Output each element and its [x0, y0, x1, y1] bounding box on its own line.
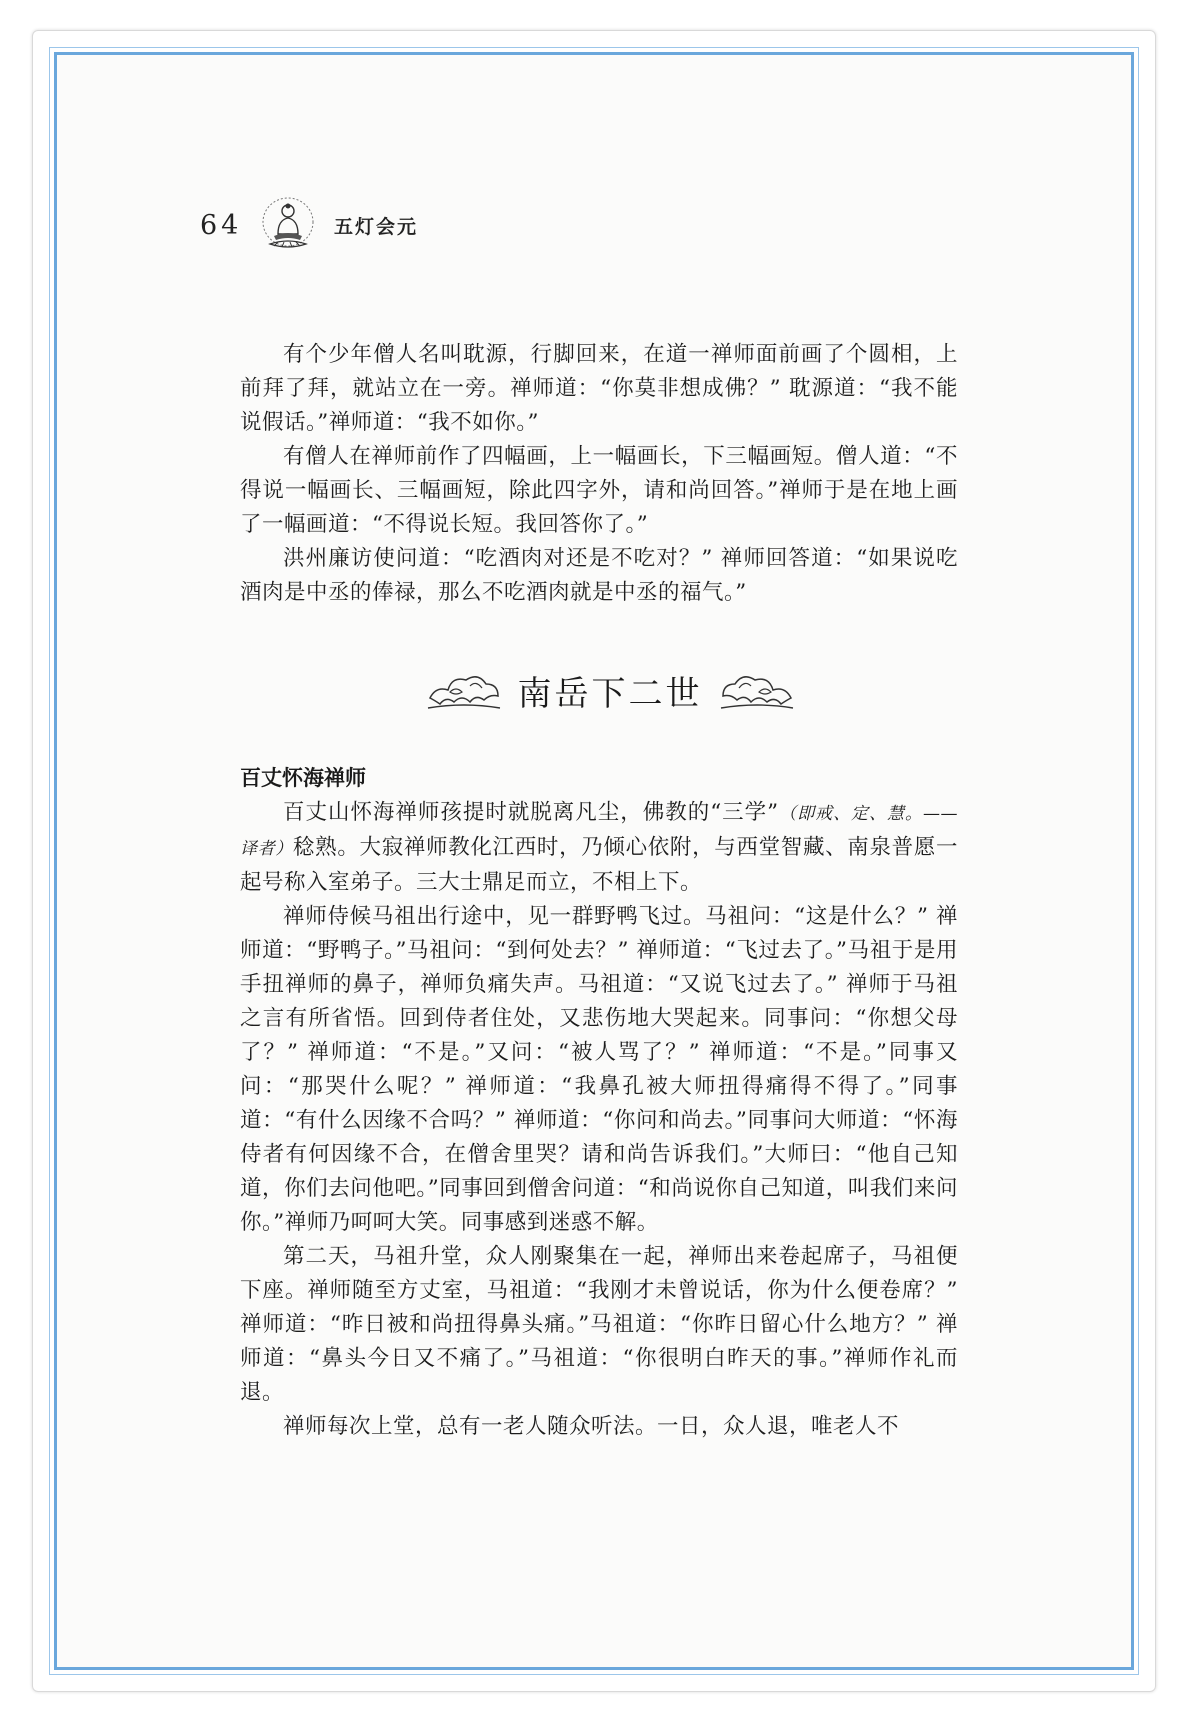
paragraph: 洪州廉访使问道：“吃酒肉对还是不吃对？” 禅师回答道：“如果说吃酒肉是中丞的俸禄，那么不吃酒肉就是中丞的福气。”: [240, 546, 958, 605]
paragraph-text: 百丈山怀海禅师孩提时就脱离凡尘，佛教的“三学”: [283, 800, 779, 825]
cloud-ornament-left-icon: [426, 668, 502, 712]
paragraph: 有个少年僧人名叫耽源，行脚回来，在道一禅师面前画了个圆相，上前拜了拜，就站立在一旁。禅师道：“你莫非想成佛？” 耽源道：“我不能说假话。”禅师道：“我不如你。”: [240, 342, 958, 435]
section1-text: [240, 338, 958, 610]
paragraph: 禅师侍候马祖出行途中，见一群野鸭飞过。马祖问：“这是什么？” 禅师道：“野鸭子。”马祖问：“到何处去？” 禅师道：“飞过去了。”马祖于是用手扭禅师的鼻子，禅师负痛失声。马祖道：“又说飞过去了。” 禅师于马祖之言有所省悟。回到侍者住处，又悲伤地大哭起来。同事问：“你想父母了？” 禅师道：“不是。”又问：“被人骂了？” 禅师道：“不是。”同事又问：“那哭什么呢？” 禅师道：“我鼻孔被大师扭得痛得不得了。”同事道：“有什么因缘不合吗？” 禅师道：“你问和尚去。”同事问大师道：“怀海侍者有何因缘不合，在僧舍里哭？请和尚告诉我们。”大师曰：“他自己知道，你们去问他吧。”同事回到僧舍问道：“和尚说你自己知道，叫我们来问你。”禅师乃呵呵大笑。同事感到迷惑不解。: [240, 904, 958, 1235]
page-number: 64: [200, 209, 243, 241]
paragraph: 有僧人在禅师前作了四幅画，上一幅画长，下三幅画短。僧人道：“不得说一幅画长、三幅画短，除此四字外，请和尚回答。”禅师于是在地上画了一幅画道：“不得说长短。我回答你了。”: [240, 444, 958, 537]
cloud-ornament-right-icon: [719, 668, 795, 712]
page-header: [200, 195, 418, 255]
translator-note: （即戒、定、慧。——译者）: [240, 804, 958, 859]
section-heading: [420, 660, 800, 720]
section2-text: [240, 796, 958, 1444]
book-title: 五灯会元: [334, 215, 419, 238]
subheading: 百丈怀海禅师: [240, 766, 366, 790]
section-title: 南岳下二世: [517, 673, 703, 714]
paragraph: 禅师每次上堂，总有一老人随众听法。一日，众人退，唯老人不: [283, 1414, 900, 1439]
buddha-icon: [260, 196, 316, 254]
paragraph-text: 稔熟。大寂禅师教化江西时，乃倾心依附，与西堂智藏、南泉普愿一起号称入室弟子。三大士鼎足而立，不相上下。: [240, 835, 958, 895]
paragraph: [240, 796, 958, 900]
paragraph: 第二天，马祖升堂，众人刚聚集在一起，禅师出来卷起席子，马祖便下座。禅师随至方丈室，马祖道：“我刚才未曾说话，你为什么便卷席？” 禅师道：“昨日被和尚扭得鼻头痛。”马祖道：“你昨日留心什么地方？” 禅师道：“鼻头今日又不痛了。”马祖道：“你很明白昨天的事。”禅师作礼而退。: [240, 1244, 958, 1405]
